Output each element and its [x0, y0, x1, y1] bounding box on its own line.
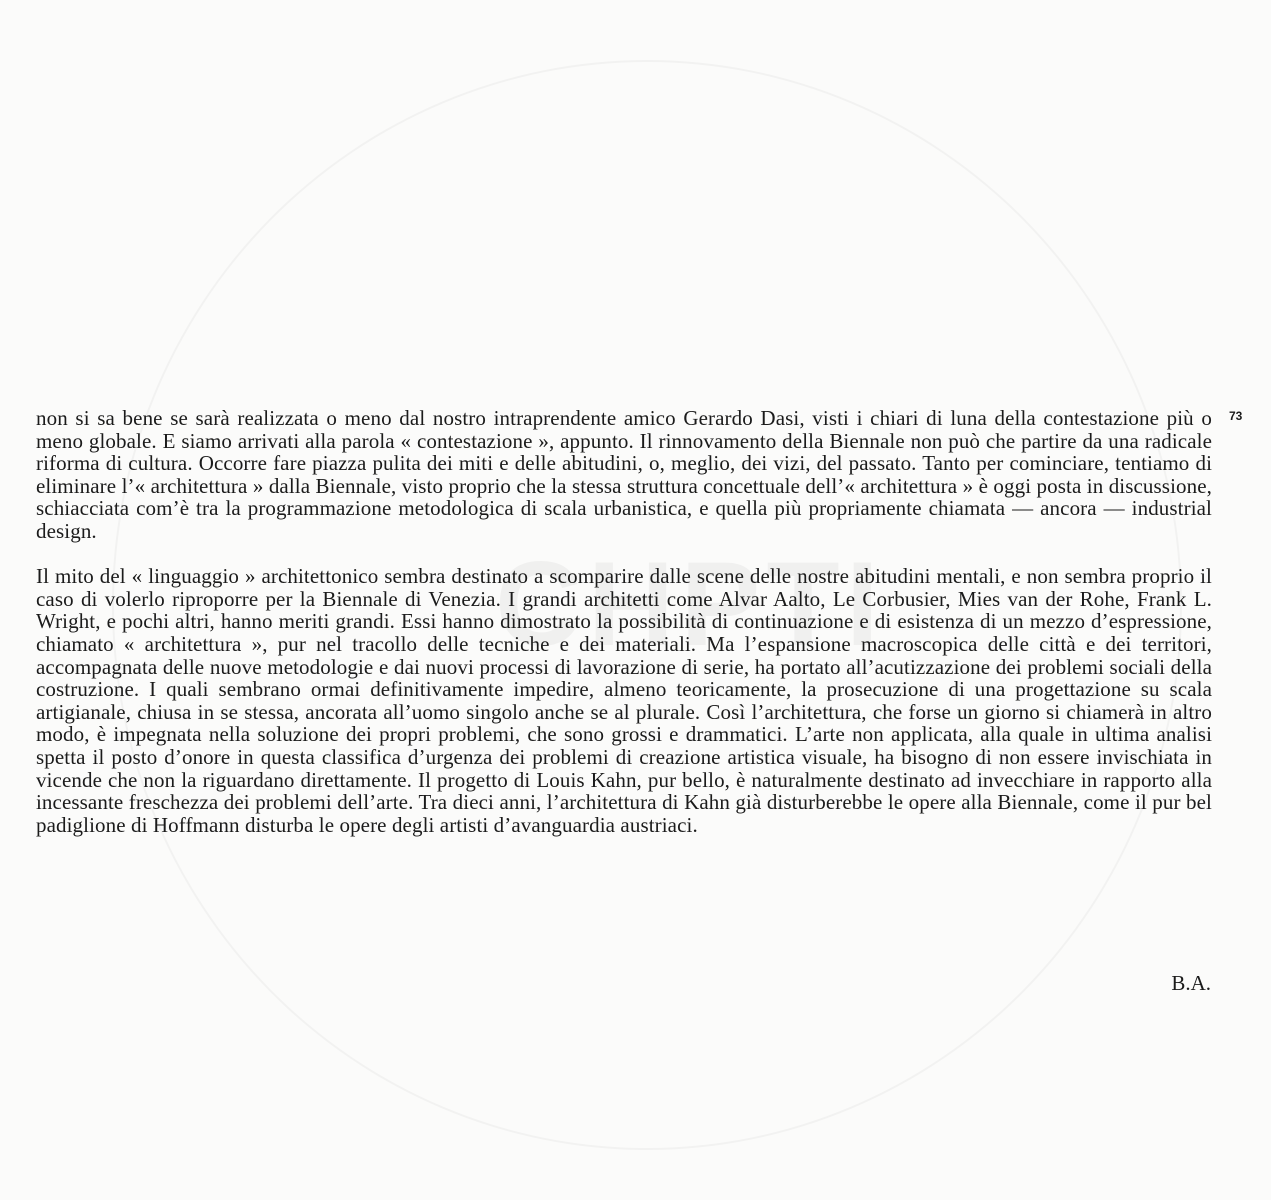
paragraph: Il mito del « linguaggio » architettonico sembra destinato a scomparire dalle scene delle nostre abitudini mentali, e non sembra proprio il caso di volerlo riproporre per la Biennale di Venezia. I grandi architetti come Alvar Aalto, Le Corbusier, Mies van der Rohe, Frank L. Wright, e pochi altri, hanno meriti grandi. Essi hanno dimostrato la possibilità di continuazione e di esistenza di un mezzo d’espressione, chiamato « architettura », pur nel tracollo delle tecniche e dei materiali. Ma l’espansione macroscopica delle città e dei territori, accompagnata delle nuove metodologie e dai nuovi processi di lavorazione di serie, ha portato all’acutizzazione dei problemi sociali della costruzione. I quali sembrano ormai definitivamente impedire, almeno teoricamente, la prosecuzione di una progettazione su scala artigianale, chiusa in se stessa, ancorata all’uomo singolo anche se al plurale. Così l’architettura, che forse un giorno si chiamerà in altro modo, è impegnata nella soluzione dei propri problemi, che sono grossi e drammatici. L’arte non applicata, alla quale in ultima analisi spetta il posto d’onore in questa classifica d’urgenza dei problemi di creazione artistica visuale, ha bisogno di non essere invischiata in vicende che non la riguardano direttamente. Il progetto di Louis Kahn, pur bello, è naturalmente destinato ad invecchiare in rapporto alla incessante freschezza dei problemi dell’arte. Tra dieci anni, l’architettura di Kahn già disturberebbe le opere alla Biennale, come il pur bel padiglione di Hoffmann disturba le opere degli artisti d’avanguardia austriaci. [36, 564, 1212, 837]
paragraph: non si sa bene se sarà realizzata o meno dal nostro intraprendente amico Gerardo Dasi, visti i chiari di luna della contestazione più o meno globale. E siamo arrivati alla parola « contestazione », appunto. Il rinnovamento della Biennale non può che partire da una radicale riforma di cultura. Occorre fare piazza pulita dei miti e delle abitudini, o, meglio, dei vizi, del passato. Tanto per cominciare, tentiamo di eliminare l’« architettura » dalla Biennale, visto proprio che la stessa struttura concettuale dell’« architettura » è oggi posta in discussione, schiacciata com’è tra la programmazione metodologica di scala urbanistica, e quella più propriamente chiamata — ancora — industrial design. [36, 406, 1212, 543]
author-signature: B.A. [1171, 971, 1211, 995]
article-body [36, 407, 1212, 836]
page-number: 73 [1229, 409, 1243, 423]
